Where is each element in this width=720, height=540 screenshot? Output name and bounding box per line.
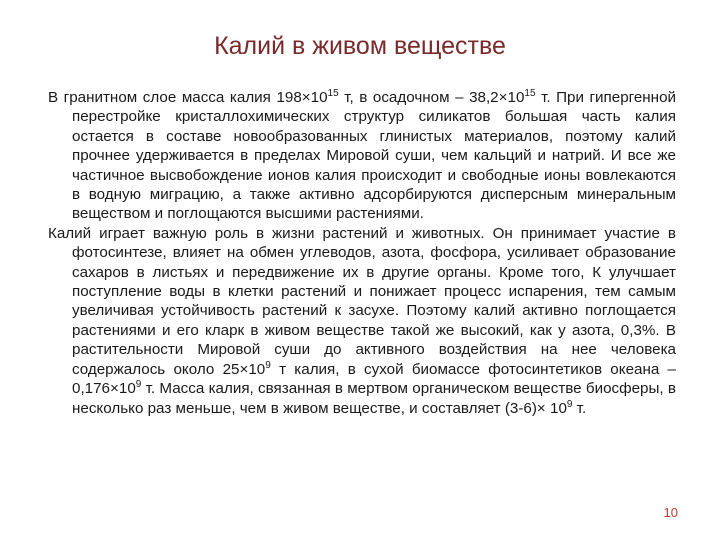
paragraph-2-exponent-3: 9 (566, 398, 573, 410)
paragraph-2-text-4: т. (572, 399, 587, 417)
paragraph-1-text-1: В гранитном слое масса калия 198×10 (48, 89, 328, 106)
paragraph-1-exponent-1: 15 (327, 87, 339, 99)
paragraph-1 (48, 88, 676, 224)
paragraph-2-text-3: т. Масса калия, связанная в мертвом органическом веществе биосферы, в несколько раз меньше, чем в живом веществе, и составляет (3-6)× 10 (72, 380, 676, 417)
paragraph-1-text-3: т. При гипергенной перестройке кристаллохимических структур силикатов большая часть калия остается в составе новообразованных глинистых материалов, поэтому калий прочнее удерживается в пределах Мировой суши, чем кальций и натрий. И все же частичное высвобождение ионов калия происходит и свободные ионы вовлекаются в водную миграцию, а также активно адсорбируются дисперсным минеральным веществом и поглощаются высшими растениями. (72, 89, 676, 223)
paragraph-2-text-2: т калия, в сухой биомассе фотосинтетиков океана – 0,176×10 (72, 360, 676, 398)
paragraph-2-text-1: Калий играет важную роль в жизни растений и животных. Он принимает участие в фотосинтезе, влияет на обмен углеводов, азота, фосфора, усиливает образование сахаров в листьях и передвижение их в другие органы. Кроме того, К улучшает поступление воды в клетки растений и понижает процесс испарения, тем самым увеличивая устойчивость растений к засухе. Поэтому калий активно поглощается растениями и его кларк в живом веществе такой же высокий, как у азота, 0,3%. В растительности Мировой суши до активного воздействия на нее человека содержалось около 25×10 (48, 224, 676, 378)
paragraph-1-exponent-2: 15 (524, 87, 536, 99)
paragraph-2 (48, 224, 676, 418)
page-number: 10 (663, 505, 678, 520)
slide-title: Калий в живом веществе (214, 32, 506, 60)
paragraph-2-exponent-2: 9 (135, 379, 142, 391)
paragraph-1-text-2: т, в осадочном – 38,2×10 (338, 89, 525, 106)
slide-body (48, 88, 676, 418)
paragraph-2-exponent-1: 9 (265, 359, 271, 371)
